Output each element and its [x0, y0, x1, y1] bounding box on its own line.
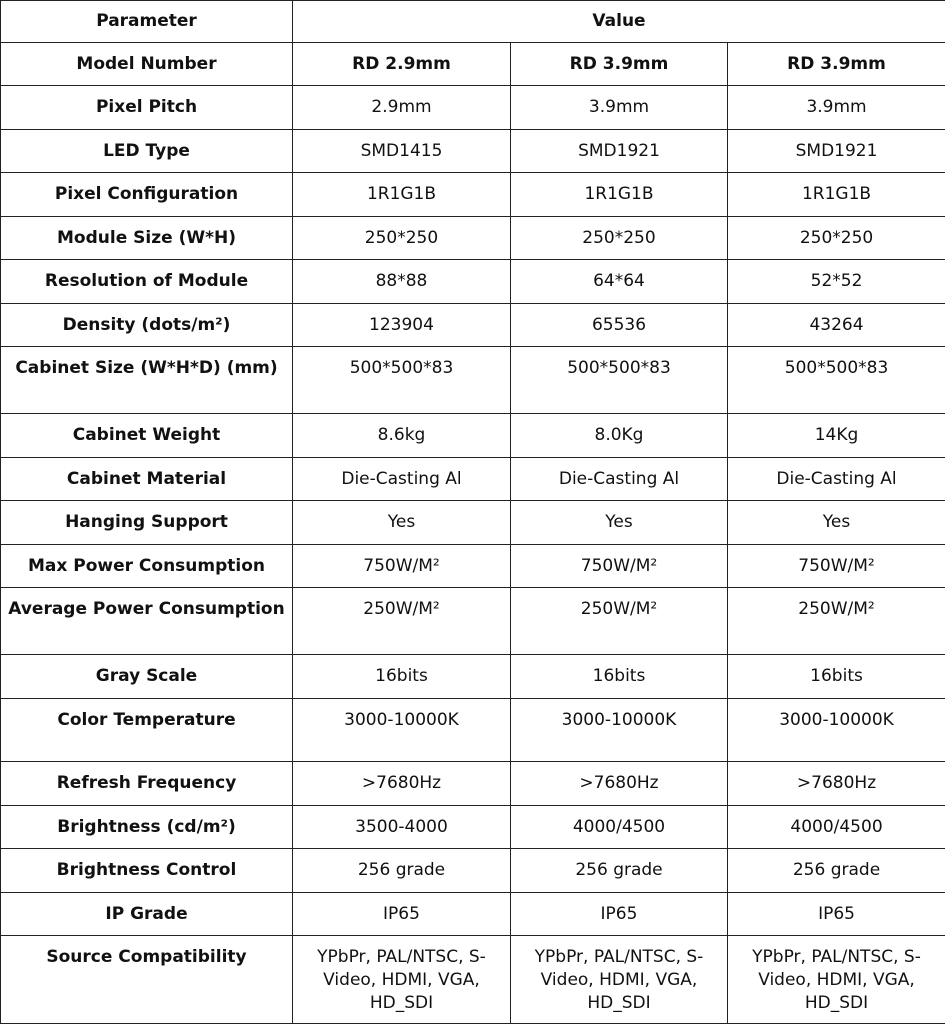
param-label: Cabinet Weight	[1, 414, 293, 458]
table-row	[1, 806, 945, 849]
value-cell: SMD1921	[511, 130, 728, 173]
value-cell: 1R1G1B	[728, 173, 945, 217]
header-row	[1, 1, 945, 43]
param-label: Density (dots/m²)	[1, 304, 293, 347]
value-cell: Die-Casting Al	[728, 458, 945, 501]
value-cell: 8.0Kg	[511, 414, 728, 458]
param-label: Model Number	[1, 43, 293, 86]
value-cell: 3000-10000K	[511, 699, 728, 762]
value-cell: 256 grade	[511, 849, 728, 893]
value-cell: 250W/M²	[728, 588, 945, 655]
table-row	[1, 43, 945, 86]
table-row	[1, 501, 945, 545]
value-cell: YPbPr, PAL/NTSC, S-Video, HDMI, VGA, HD_SDI	[728, 936, 945, 1024]
table-row	[1, 173, 945, 217]
param-label: Source Compatibility	[1, 936, 293, 1024]
param-label: Pixel Configuration	[1, 173, 293, 217]
table-row	[1, 545, 945, 588]
param-label: Color Temperature	[1, 699, 293, 762]
param-label: Hanging Support	[1, 501, 293, 545]
value-cell: 52*52	[728, 260, 945, 304]
table-row	[1, 762, 945, 806]
header-value: Value	[293, 1, 945, 43]
value-cell: 500*500*83	[511, 347, 728, 414]
value-cell: RD 2.9mm	[293, 43, 511, 86]
value-cell: 750W/M²	[728, 545, 945, 588]
value-cell: Die-Casting Al	[511, 458, 728, 501]
table-row	[1, 458, 945, 501]
param-label: Pixel Pitch	[1, 86, 293, 130]
value-cell: 250*250	[511, 217, 728, 260]
table-row	[1, 130, 945, 173]
param-label: Resolution of Module	[1, 260, 293, 304]
value-cell: 123904	[293, 304, 511, 347]
value-cell: 64*64	[511, 260, 728, 304]
table-row	[1, 414, 945, 458]
value-cell: 16bits	[511, 655, 728, 699]
table-row	[1, 893, 945, 936]
value-cell: >7680Hz	[728, 762, 945, 806]
value-cell: IP65	[728, 893, 945, 936]
table-row	[1, 86, 945, 130]
value-cell: 3.9mm	[511, 86, 728, 130]
value-cell: 1R1G1B	[511, 173, 728, 217]
value-cell: 1R1G1B	[293, 173, 511, 217]
table-row	[1, 849, 945, 893]
table-row	[1, 588, 945, 655]
value-cell: 3.9mm	[728, 86, 945, 130]
value-cell: 750W/M²	[511, 545, 728, 588]
value-cell: 2.9mm	[293, 86, 511, 130]
table-row	[1, 699, 945, 762]
value-cell: 43264	[728, 304, 945, 347]
value-cell: Yes	[511, 501, 728, 545]
value-cell: 250W/M²	[293, 588, 511, 655]
value-cell: IP65	[511, 893, 728, 936]
value-cell: 3000-10000K	[293, 699, 511, 762]
value-cell: IP65	[293, 893, 511, 936]
param-label: Gray Scale	[1, 655, 293, 699]
value-cell: 250*250	[293, 217, 511, 260]
value-cell: RD 3.9mm	[728, 43, 945, 86]
value-cell: 3000-10000K	[728, 699, 945, 762]
table-row	[1, 655, 945, 699]
value-cell: 16bits	[293, 655, 511, 699]
table-row	[1, 304, 945, 347]
value-cell: 65536	[511, 304, 728, 347]
value-cell: Die-Casting Al	[293, 458, 511, 501]
table-row	[1, 347, 945, 414]
value-cell: 256 grade	[728, 849, 945, 893]
value-cell: 14Kg	[728, 414, 945, 458]
value-cell: RD 3.9mm	[511, 43, 728, 86]
value-cell: 4000/4500	[511, 806, 728, 849]
value-cell: 500*500*83	[293, 347, 511, 414]
value-cell: 16bits	[728, 655, 945, 699]
value-cell: SMD1921	[728, 130, 945, 173]
value-cell: >7680Hz	[293, 762, 511, 806]
table-row	[1, 936, 945, 1024]
value-cell: 750W/M²	[293, 545, 511, 588]
param-label: LED Type	[1, 130, 293, 173]
value-cell: 88*88	[293, 260, 511, 304]
value-cell: 8.6kg	[293, 414, 511, 458]
value-cell: SMD1415	[293, 130, 511, 173]
value-cell: >7680Hz	[511, 762, 728, 806]
value-cell: 500*500*83	[728, 347, 945, 414]
param-label: Average Power Consumption	[1, 588, 293, 655]
value-cell: Yes	[293, 501, 511, 545]
value-cell: Yes	[728, 501, 945, 545]
param-label: Brightness Control	[1, 849, 293, 893]
value-cell: YPbPr, PAL/NTSC, S-Video, HDMI, VGA, HD_SDI	[511, 936, 728, 1024]
param-label: Refresh Frequency	[1, 762, 293, 806]
value-cell: 3500-4000	[293, 806, 511, 849]
param-label: Cabinet Size (W*H*D) (mm)	[1, 347, 293, 414]
value-cell: 4000/4500	[728, 806, 945, 849]
value-cell: 250*250	[728, 217, 945, 260]
param-label: Cabinet Material	[1, 458, 293, 501]
param-label: IP Grade	[1, 893, 293, 936]
value-cell: 256 grade	[293, 849, 511, 893]
table-row	[1, 217, 945, 260]
param-label: Module Size (W*H)	[1, 217, 293, 260]
param-label: Max Power Consumption	[1, 545, 293, 588]
value-cell: YPbPr, PAL/NTSC, S-Video, HDMI, VGA, HD_SDI	[293, 936, 511, 1024]
header-parameter: Parameter	[1, 1, 293, 43]
value-cell: 250W/M²	[511, 588, 728, 655]
param-label: Brightness (cd/m²)	[1, 806, 293, 849]
table-row	[1, 260, 945, 304]
